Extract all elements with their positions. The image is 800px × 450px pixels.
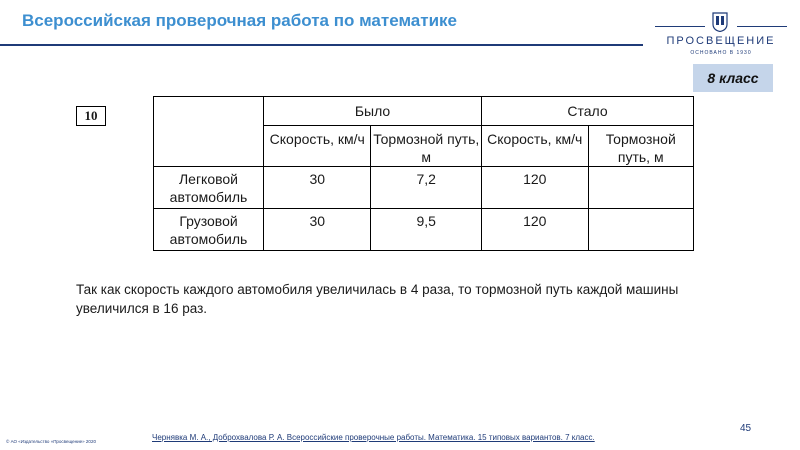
source-citation-link[interactable]: Чернявка М. А., Доброхвалова Р. А. Всероссийские проверочные работы. Математика. 15 типовых вариантов. 7 класс. [152,433,595,442]
logo-line-right [737,26,787,27]
table-corner-cell [154,97,264,167]
braking-before-cell: 9,5 [371,209,482,251]
page-number: 45 [740,423,752,434]
slide-title: Всероссийская проверочная работа по математике [22,11,457,30]
subheader-braking-after: Тормозной путь, м [588,126,694,167]
braking-after-cell [588,209,694,251]
vehicle-name-cell: Грузовой автомобиль [154,209,264,251]
header-before: Было [264,97,482,126]
braking-before-cell: 7,2 [371,167,482,209]
header-after: Стало [482,97,694,126]
braking-distance-table [153,96,694,251]
vehicle-name-cell: Легковой автомобиль [154,167,264,209]
speed-after-cell: 120 [482,209,589,251]
subheader-speed-after: Скорость, км/ч [482,126,589,167]
subheader-braking-before: Тормозной путь, м [371,126,482,167]
copyright-notice: © АО «Издательство «Просвещение» 2020 [6,439,96,444]
logo-line-left [655,26,705,27]
title-divider [0,44,643,46]
table-row [154,167,694,209]
solution-explanation: Так как скорость каждого автомобиля увеличилась в 4 раза, то тормозной путь каждой машины увеличился в 16 раз. [76,282,679,316]
subheader-speed-before: Скорость, км/ч [264,126,371,167]
speed-before-cell: 30 [264,209,371,251]
speed-before-cell: 30 [264,167,371,209]
task-number-box: 10 [76,106,106,126]
logo-tagline: ОСНОВАНО В 1930 [690,50,752,56]
table-header-row [154,97,694,126]
grade-badge: 8 класс [693,64,773,92]
speed-after-cell: 120 [482,167,589,209]
braking-after-cell [588,167,694,209]
publisher-logo [655,6,787,54]
shield-emblem-icon [712,12,728,32]
table-row [154,209,694,251]
logo-wordmark: ПРОСВЕЩЕНИЕ [666,35,776,47]
